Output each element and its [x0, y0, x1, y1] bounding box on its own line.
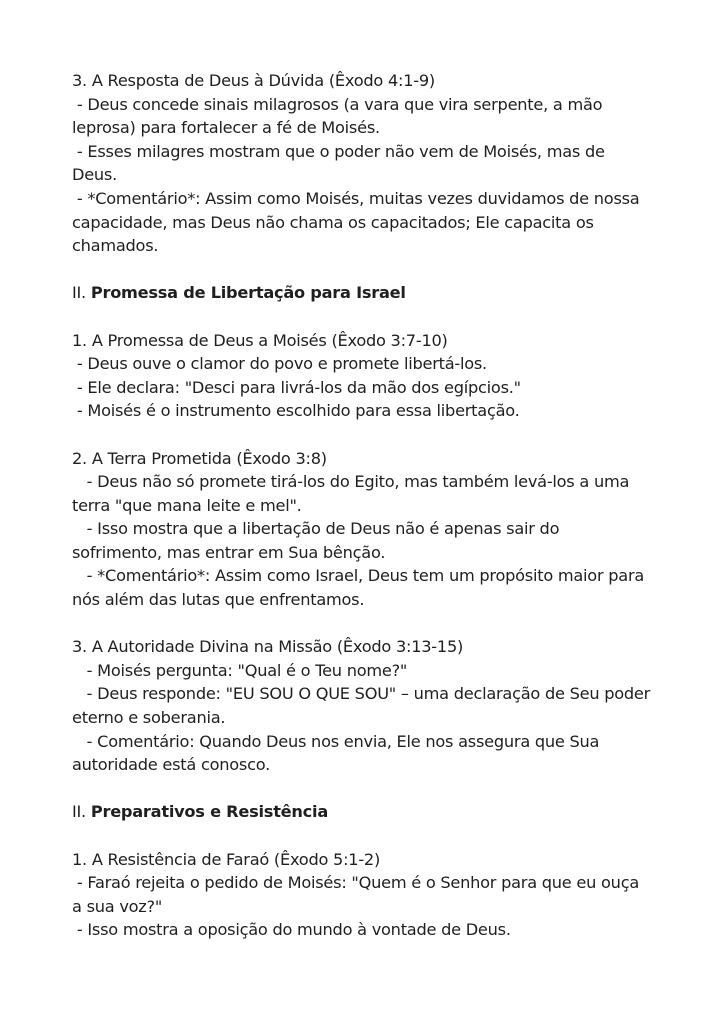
text-line: - Isso mostra a oposição do mundo à vontade de Deus. — [72, 920, 511, 940]
spacer — [72, 824, 684, 848]
text-line: - Deus não só promete tirá-los do Egito, mas também levá-los a uma — [72, 472, 630, 492]
section-heading-promessa — [72, 281, 684, 305]
text-line: autoridade está conosco. — [72, 755, 271, 775]
section-terra-prometida — [72, 447, 684, 612]
subsection-title: 1. A Promessa de Deus a Moisés (Êxodo 3:7-10) — [72, 330, 448, 350]
text-line: nós além das lutas que enfrentamos. — [72, 590, 365, 610]
text-line: chamados. — [72, 236, 159, 256]
text-line: leprosa) para fortalecer a fé de Moisés. — [72, 118, 380, 138]
section-resposta-duvida — [72, 69, 684, 258]
text-line: - Deus responde: "EU SOU O QUE SOU" – uma declaração de Seu poder — [72, 684, 651, 704]
spacer — [72, 305, 684, 329]
spacer — [72, 777, 684, 801]
spacer — [72, 258, 684, 282]
heading-title: Promessa de Libertação para Israel — [90, 283, 406, 303]
subsection-title: 3. A Resposta de Deus à Dúvida (Êxodo 4:1-9) — [72, 71, 435, 90]
text-line: - *Comentário*: Assim como Israel, Deus tem um propósito maior para — [72, 566, 645, 586]
text-line: eterno e soberania. — [72, 708, 226, 728]
text-line: - Moisés é o instrumento escolhido para essa libertação. — [72, 401, 520, 421]
section-autoridade-divina — [72, 635, 684, 777]
spacer — [72, 423, 684, 447]
section-promessa-moises — [72, 329, 684, 423]
heading-numeral: II. — [72, 802, 91, 822]
text-line: - Deus concede sinais milagrosos (a vara que vira serpente, a mão — [72, 94, 603, 114]
text-line: - Moisés pergunta: "Qual é o Teu nome?" — [72, 660, 408, 680]
section-resistencia-farao — [72, 848, 684, 942]
section-heading-preparativos — [72, 800, 684, 824]
text-line: - Faraó rejeita o pedido de Moisés: "Quem é o Senhor para que eu ouça — [72, 873, 640, 893]
text-line: sofrimento, mas entrar em Sua bênção. — [72, 542, 386, 562]
heading-numeral: II. — [72, 283, 91, 303]
text-line: terra "que mana leite e mel". — [72, 495, 302, 515]
text-line: Deus. — [72, 165, 118, 185]
subsection-title: 2. A Terra Prometida (Êxodo 3:8) — [72, 448, 327, 468]
subsection-title: 1. A Resistência de Faraó (Êxodo 5:1-2) — [72, 849, 381, 869]
text-line: - Esses milagres mostram que o poder não vem de Moisés, mas de — [72, 141, 605, 161]
heading-title: Preparativos e Resistência — [90, 802, 329, 822]
text-line: - Isso mostra que a libertação de Deus não é apenas sair do — [72, 519, 560, 539]
text-line: a sua voz?" — [72, 896, 163, 916]
text-line: - Ele declara: "Desci para livrá-los da mão dos egípcios." — [72, 377, 521, 397]
text-line: - Comentário: Quando Deus nos envia, Ele nos assegura que Sua — [72, 731, 600, 751]
subsection-title: 3. A Autoridade Divina na Missão (Êxodo 3:13-15) — [72, 637, 464, 657]
spacer — [72, 612, 684, 636]
text-line: capacidade, mas Deus não chama os capacitados; Ele capacita os — [72, 212, 594, 232]
text-line: - *Comentário*: Assim como Moisés, muitas vezes duvidamos de nossa — [72, 188, 640, 208]
text-line: - Deus ouve o clamor do povo e promete libertá-los. — [72, 354, 487, 374]
